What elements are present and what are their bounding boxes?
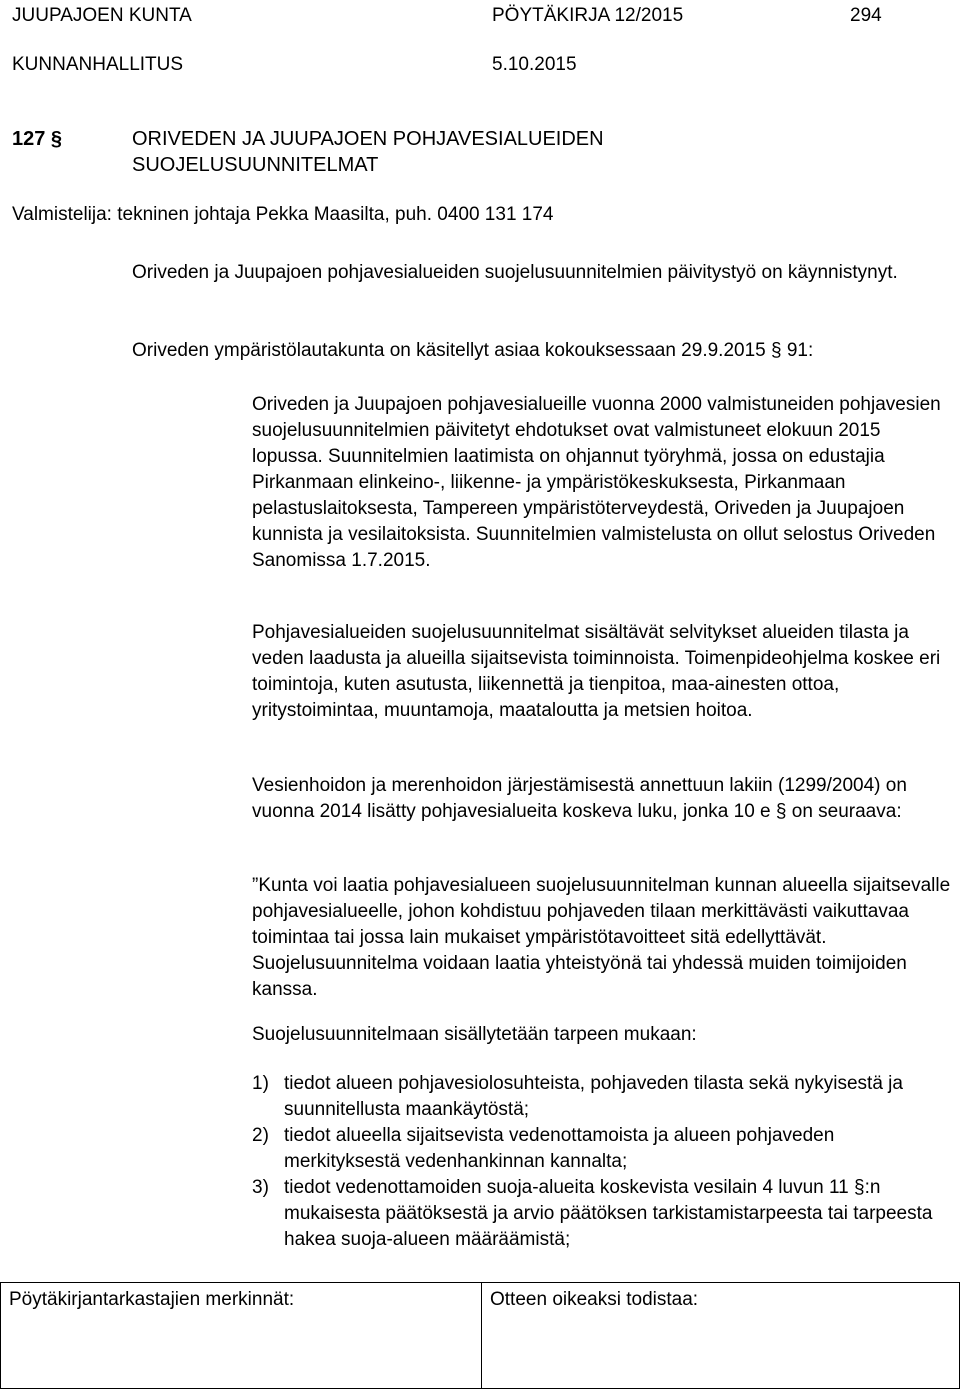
list-item-text: tiedot alueen pohjavesiolosuhteista, pohjaveden tilasta sekä nykyisestä ja suunnitellusta maankäytöstä; xyxy=(284,1073,903,1120)
header-date: 5.10.2015 xyxy=(492,54,577,75)
footer-certification-label: Otteen oikeaksi todistaa: xyxy=(490,1289,699,1310)
content-list xyxy=(252,1071,952,1253)
quoted-law-text: ”Kunta voi laatia pohjavesialueen suojelusuunnitelman kunnan alueella sijaitsevalle pohjavesialueelle, johon kohdistuu pohjaveden tilaan merkittävästi vaikuttavaa toimintaa tai jossa lain mukaiset ympäristötavoitteet sitä edellyttävät. Suojelusuunnitelma voidaan laatia yhteistyönä tai yhdessä muiden toimijoiden kanssa. xyxy=(252,875,951,1000)
paragraph-intro: Oriveden ja Juupajoen pohjavesialueiden suojelusuunnitelmien päivitystyö on käynnistynyt. xyxy=(132,262,898,283)
paragraph-board-reference: Oriveden ympäristölautakunta on käsitellyt asiaa kokouksessaan 29.9.2015 § 91: xyxy=(132,340,814,361)
quoted-paragraph-2: Pohjavesialueiden suojelusuunnitelmat sisältävät selvitykset alueiden tilasta ja veden laadusta ja alueilla sijaitsevista toiminnoista. Toimenpideohjelma koskee eri toimintoja, kuten asutusta, liikennettä ja tienpitoa, maa-ainesten ottoa, yritystoimintaa, muuntamoja, maataloutta ja metsien hoitoa. xyxy=(252,622,941,721)
list-item xyxy=(252,1071,952,1123)
list-item-number: 1) xyxy=(252,1073,269,1094)
preparer-line: Valmistelija: tekninen johtaja Pekka Maasilta, puh. 0400 131 174 xyxy=(12,204,554,225)
footer-certification-cell xyxy=(482,1283,959,1388)
list-item-text: tiedot alueella sijaitsevista vedenottamoista ja alueen pohjaveden merkityksestä vedenhankinnan kannalta; xyxy=(284,1125,835,1172)
header-organization: JUUPAJOEN KUNTA xyxy=(12,5,192,26)
section-number: 127 § xyxy=(12,128,63,150)
section-title: ORIVEDEN JA JUUPAJOEN POHJAVESIALUEIDEN SUOJELUSUUNNITELMAT xyxy=(132,128,604,176)
footer-inspectors-label: Pöytäkirjantarkastajien merkinnät: xyxy=(9,1289,295,1310)
list-item-number: 3) xyxy=(252,1177,269,1198)
footer-inspectors-cell xyxy=(1,1283,482,1388)
list-item xyxy=(252,1175,952,1253)
footer-signature-box xyxy=(0,1282,960,1389)
list-item xyxy=(252,1123,952,1175)
quoted-paragraph-1: Oriveden ja Juupajoen pohjavesialueille vuonna 2000 valmistuneiden pohjavesien suojelusuunnitelmien päivitetyt ehdotukset ovat valmistuneet elokuun 2015 lopussa. Suunnitelmien laatimista on ohjannut työryhmä, jossa on edustajia Pirkanmaan elinkeino-, liikenne- ja ympäristökeskuksesta, Pirkanmaan pelastuslaitoksesta, Tampereen ympäristöterveydestä, Oriveden ja Juupajoen kunnista ja vesilaitoksista. Suunnitelmien valmistelusta on ollut selostus Oriveden Sanomissa 1.7.2015. xyxy=(252,394,941,571)
quoted-paragraph-5: Suojelusuunnitelmaan sisällytetään tarpeen mukaan: xyxy=(252,1024,697,1045)
list-item-text: tiedot vedenottamoiden suoja-alueita koskevista vesilain 4 luvun 11 §:n mukaisesta päätöksestä ja arvio päätöksen tarkistamistarpeesta tai tarpeesta hakea suoja-alueen määräämistä; xyxy=(284,1177,933,1250)
quoted-paragraph-3: Vesienhoidon ja merenhoidon järjestämisestä annettuun lakiin (1299/2004) on vuonna 2014 lisätty pohjavesialueita koskeva luku, jonka 10 e § on seuraava: xyxy=(252,775,907,822)
header-board: KUNNANHALLITUS xyxy=(12,54,184,75)
header-document-number: PÖYTÄKIRJA 12/2015 xyxy=(492,5,684,26)
header-page-number: 294 xyxy=(850,5,882,26)
list-item-number: 2) xyxy=(252,1125,269,1146)
